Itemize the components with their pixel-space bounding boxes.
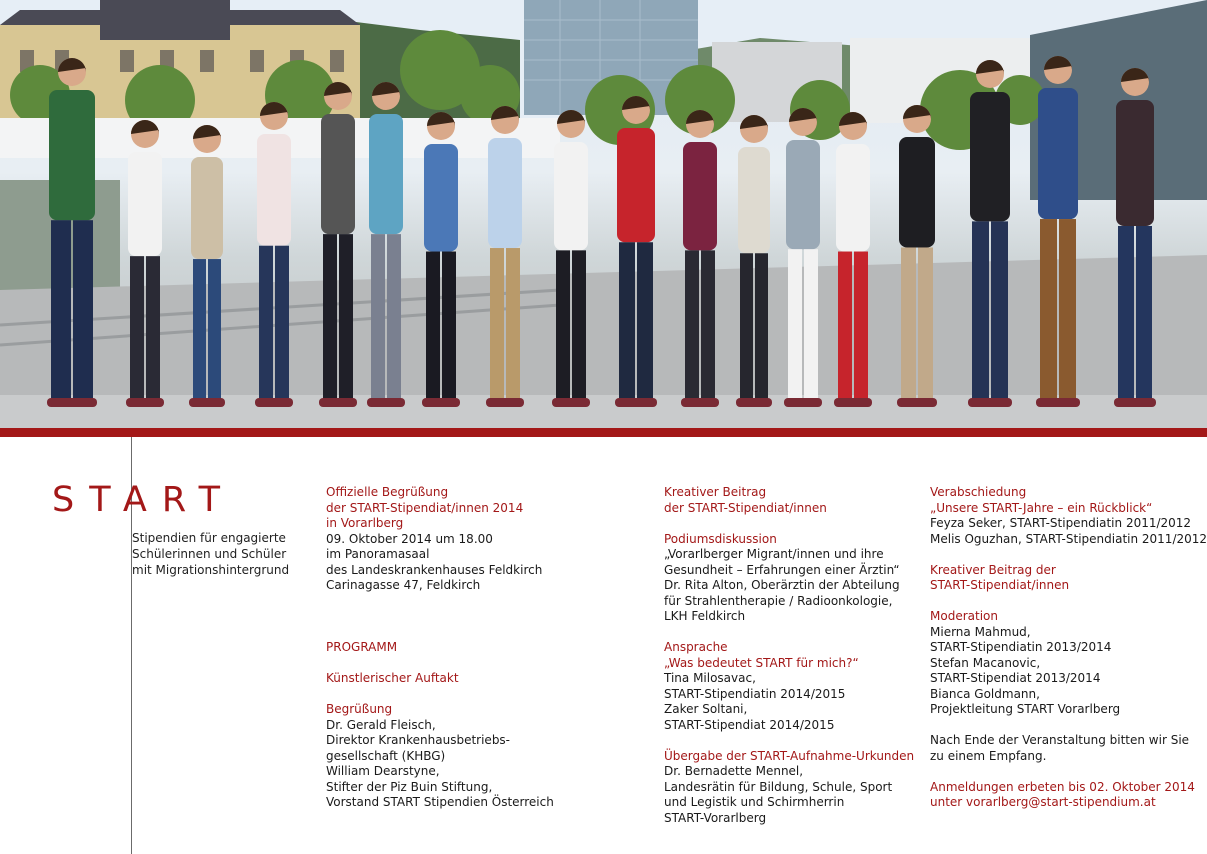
section-heading: „Was bedeutet START für mich?“: [664, 655, 859, 670]
text-line: Mierna Mahmud,: [930, 624, 1031, 639]
program-column-2: [664, 485, 914, 826]
program-column-1: [326, 485, 554, 811]
text-line: und Legistik und Schirmherrin: [664, 795, 845, 809]
text-line: Direktor Krankenhausbetriebs-: [326, 733, 511, 747]
section-heading: unter vorarlberg@start-stipendium.at: [930, 795, 1156, 809]
text-line: Melis Oguzhan, START-Stipendiatin 2011/2012: [930, 531, 1207, 546]
text-line: Vorstand START Stipendien Österreich: [326, 795, 554, 809]
section-heading: Anmeldungen erbeten bis 02. Oktober 2014: [930, 779, 1195, 794]
text-line: [326, 687, 554, 703]
text-line: gesellschaft (KHBG): [326, 748, 446, 763]
section-heading: Podiumsdiskussion: [664, 531, 777, 546]
text-line: Dr. Bernadette Mennel,: [664, 764, 804, 778]
section-heading: Kreativer Beitrag der: [930, 562, 1056, 577]
text-line: [930, 764, 1207, 780]
text-line: [326, 594, 554, 610]
section-heading: der START-Stipendiat/innen 2014: [326, 500, 524, 515]
text-line: Landesrätin für Bildung, Schule, Sport: [664, 779, 893, 794]
text-line: [930, 594, 1207, 610]
text-line: LKH Feldkirch: [664, 609, 746, 623]
section-heading: der START-Stipendiat/innen: [664, 500, 827, 515]
section-heading: START-Stipendiat/innen: [930, 578, 1070, 592]
tagline-line: Schülerinnen und Schüler: [132, 547, 287, 561]
text-line: Dr. Rita Alton, Oberärztin der Abteilung: [664, 578, 900, 592]
text-line: Bianca Goldmann,: [930, 686, 1040, 701]
text-line: START-Stipendiat 2014/2015: [664, 717, 835, 732]
tagline-line: Stipendien für engagierte: [132, 531, 286, 545]
section-heading: Begrüßung: [326, 702, 393, 716]
text-line: Stefan Macanovic,: [930, 655, 1041, 670]
section-heading: Verabschiedung: [930, 485, 1027, 499]
text-line: Zaker Soltani,: [664, 702, 748, 716]
text-line: Stifter der Piz Buin Stiftung,: [326, 779, 493, 794]
text-line: des Landeskrankenhauses Feldkirch: [326, 562, 543, 577]
text-line: 09. Oktober 2014 um 18.00: [326, 531, 493, 546]
text-line: START-Stipendiatin 2014/2015: [664, 686, 846, 701]
text-line: Projektleitung START Vorarlberg: [930, 702, 1121, 716]
text-line: Carinagasse 47, Feldkirch: [326, 578, 481, 592]
section-heading: PROGRAMM: [326, 640, 398, 654]
text-line: Nach Ende der Veranstaltung bitten wir Sie: [930, 733, 1190, 747]
program-column-3: [930, 485, 1207, 811]
text-line: [930, 547, 1207, 563]
text-line: Tina Milosavac,: [664, 671, 756, 685]
brand-tagline: [132, 530, 302, 578]
text-line: Gesundheit – Erfahrungen einer Ärztin“: [664, 562, 900, 577]
section-heading: Offizielle Begrüßung: [326, 485, 449, 499]
text-line: [664, 516, 914, 532]
text-line: [930, 718, 1207, 734]
text-line: [664, 625, 914, 641]
text-line: START-Stipendiat 2013/2014: [930, 671, 1101, 685]
section-heading: Künstlerischer Auftakt: [326, 671, 459, 685]
section-heading: Kreativer Beitrag: [664, 485, 767, 499]
section-heading: in Vorarlberg: [326, 516, 404, 530]
text-line: [326, 625, 554, 641]
text-line: Dr. Gerald Fleisch,: [326, 717, 436, 732]
section-heading: Ansprache: [664, 640, 728, 654]
text-line: „Vorarlberger Migrant/innen und ihre: [664, 547, 884, 561]
section-heading: Moderation: [930, 609, 998, 623]
text-line: [326, 656, 554, 672]
red-divider-band: [0, 428, 1207, 437]
section-heading: Übergabe der START-Aufnahme-Urkunden: [664, 748, 915, 763]
text-line: [326, 609, 554, 625]
text-line: [664, 733, 914, 749]
tagline-line: mit Migrationshintergrund: [132, 563, 290, 577]
text-line: zu einem Empfang.: [930, 748, 1047, 763]
text-line: im Panoramasaal: [326, 547, 430, 561]
text-line: William Dearstyne,: [326, 764, 440, 778]
text-line: für Strahlentherapie / Radioonkologie,: [664, 593, 893, 608]
start-logo: START: [52, 480, 235, 520]
text-line: START-Vorarlberg: [664, 810, 767, 825]
text-line: START-Stipendiatin 2013/2014: [930, 640, 1112, 654]
section-heading: „Unsere START-Jahre – ein Rückblick“: [930, 500, 1153, 515]
text-line: Feyza Seker, START-Stipendiatin 2011/2012: [930, 516, 1192, 530]
